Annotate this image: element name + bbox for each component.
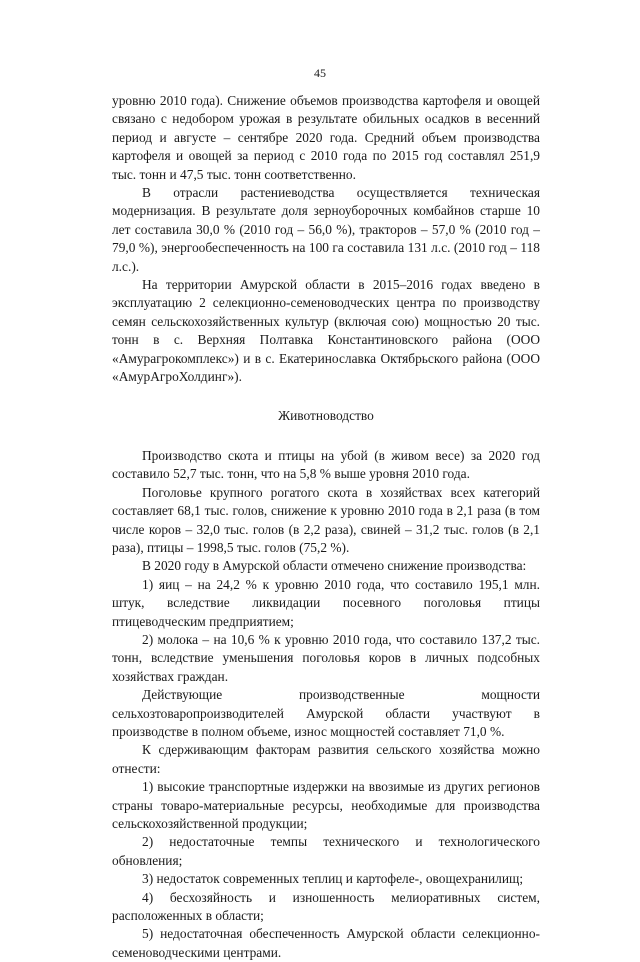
- paragraph: Действующие производственные мощности сельхозтоваропроизводителей Амурской области участвуют в производстве в полном объеме, износ мощностей составляет 71,0 %.: [112, 687, 540, 739]
- paragraph: Поголовье крупного рогатого скота в хозяйствах всех категорий составляет 68,1 тыс. голов, снижение к уровню 2010 года в 2,1 раза (в том числе коров – 32,0 тыс. голов (в 2,2 раза), свиней – 31,2 тыс. голов (в 2,1 раза), птицы – 1998,5 тыс. голов (75,2 %).: [112, 484, 540, 555]
- paragraph: На территории Амурской области в 2015–2016 годах введено в эксплуатацию 2 селекционно-семеноводческих центра по производству семян сельскохозяйственных культур (включая сою) мощностью 20 тыс. тонн в с. Верхняя Полтавка Константиновского района (ООО «Амуpагрокомплекс») и в с. Екатеринославка Октябрьского района (ООО «АмурАгроХолдинг»).: [112, 277, 540, 385]
- section-heading: Животноводство: [278, 407, 374, 423]
- page-number: 45: [314, 66, 326, 80]
- list-item: 4) бесхозяйность и изношенность мелиоративных систем, расположенных в области;: [112, 889, 540, 924]
- list-item: 2) молока – на 10,6 % к уровню 2010 года, что составило 137,2 тыс. тонн, вследствие уменьшения поголовья коров в личных подсобных хозяйствах граждан.: [112, 631, 540, 684]
- paragraph: В отрасли растениеводства осуществляется техническая модернизация. В результате доля зерноуборочных комбайнов старше 10 лет составила 30,0 % (2010 год – 56,0 %), тракторов – 57,0 % (2010 год – 79,0 %), энергообеспеченность на 100 га составила 131 л.с. (2010 год – 118 л.с.).: [112, 185, 540, 274]
- document-body: [112, 92, 540, 962]
- list-item: 2) недостаточные темпы технического и технологического обновления;: [112, 834, 540, 868]
- list-item: 5) недостаточная обеспеченность Амурской области селекционно-семеноводческими центрами.: [112, 926, 540, 960]
- list-item: 1) яиц – на 24,2 % к уровню 2010 года, что составило 195,1 млн. штук, вследствие ликвидации посевного поголовья птицы птицеводческим предприятием;: [112, 576, 540, 629]
- paragraph: уровню 2010 года). Снижение объемов производства картофеля и овощей связано с недобором урожая в результате обильных осадков в весенний период и августе – сентябре 2020 года. Средний объем производства картофеля и овощей за период с 2010 года по 2015 год составлял 251,9 тыс. тонн и 47,5 тыс. тонн соответственно.: [112, 93, 540, 182]
- paragraph: Производство скота и птицы на убой (в живом весе) за 2020 год составило 52,7 тыс. тонн, что на 5,8 % выше уровня 2010 года.: [112, 447, 540, 482]
- paragraph: В 2020 году в Амурской области отмечено снижение производства:: [142, 558, 527, 574]
- list-item: 3) недостаток современных теплиц и картофеле-, овощехранилищ;: [142, 871, 524, 887]
- paragraph: К сдерживающим факторам развития сельского хозяйства можно отнести:: [112, 742, 540, 776]
- list-item: 1) высокие транспортные издержки на ввозимые из других регионов страны товаро-материальные ресурсы, необходимые для производства сельскохозяйственной продукции;: [112, 779, 540, 832]
